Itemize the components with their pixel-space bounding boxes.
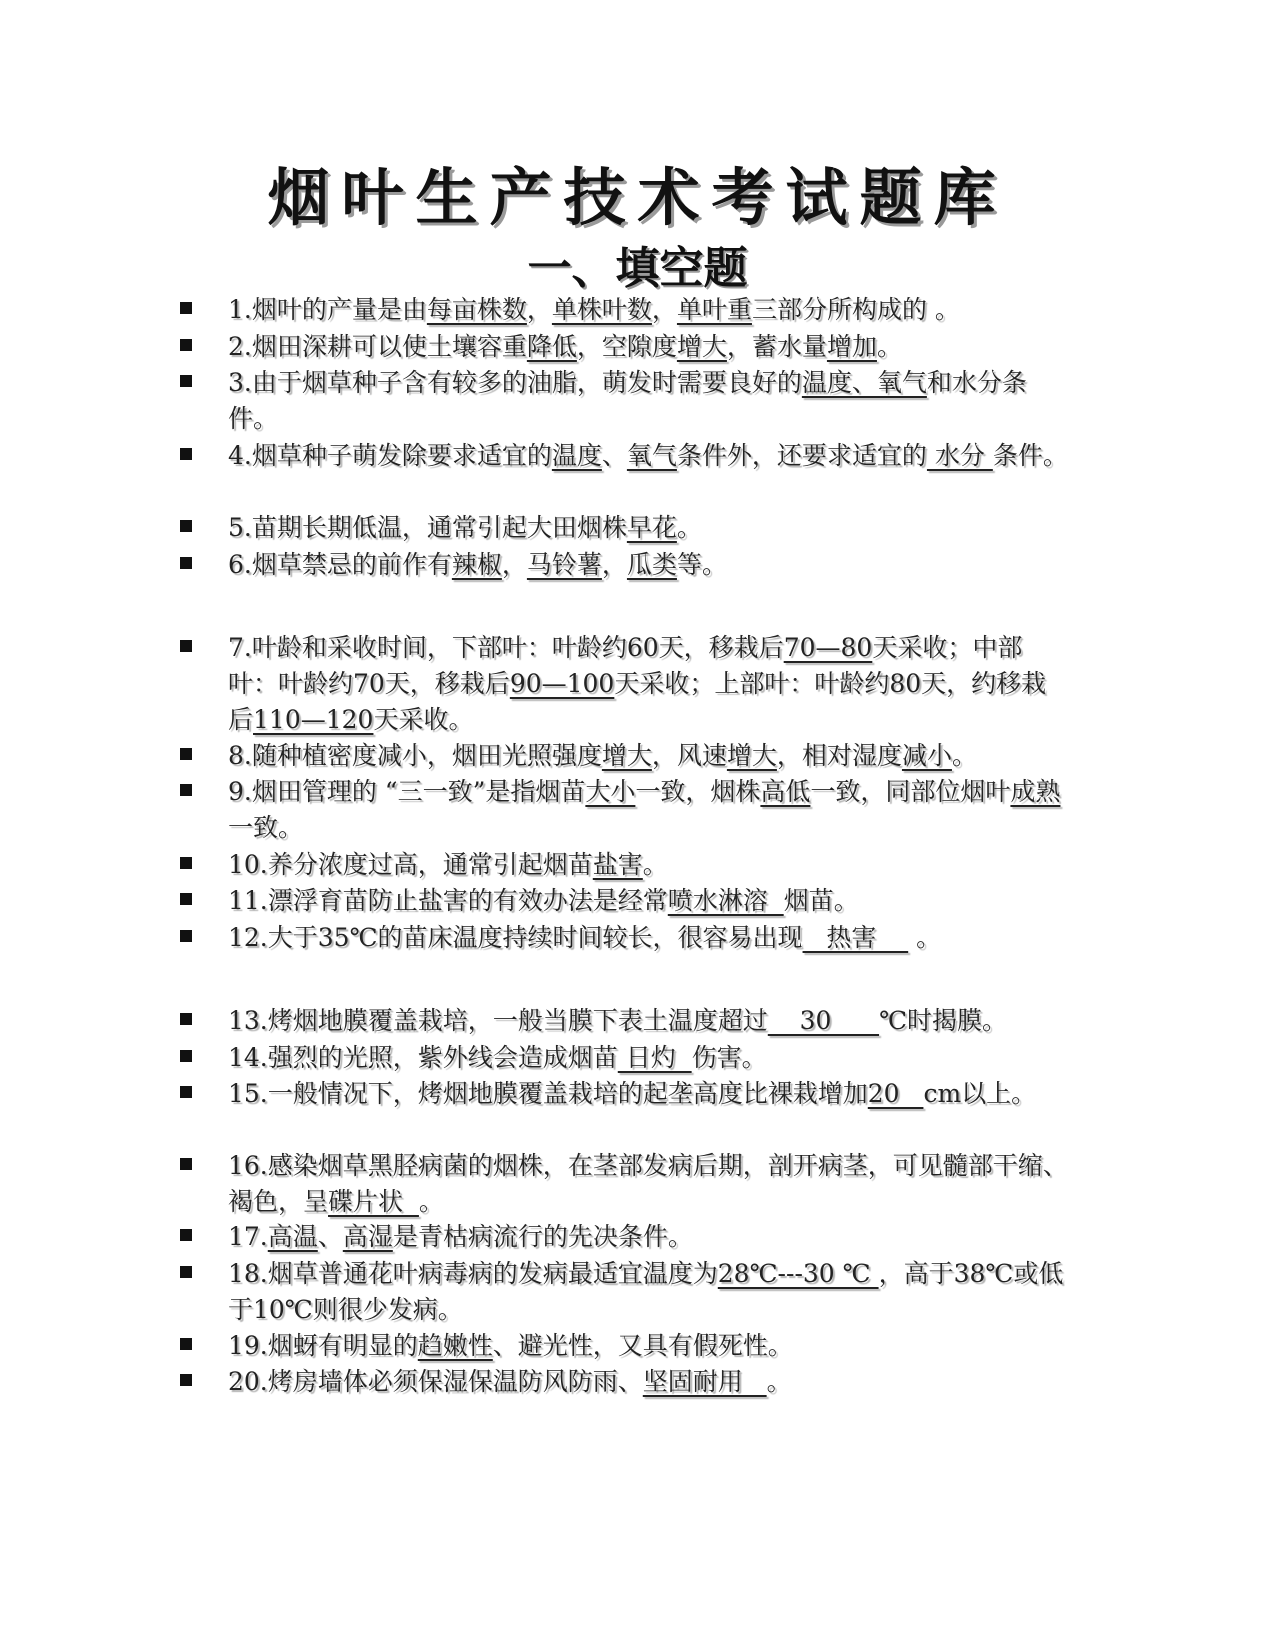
bullet-icon (180, 784, 192, 796)
bullet-icon (180, 748, 192, 760)
answer-blank: 盐害 (592, 850, 643, 879)
question-number: 14. (228, 1043, 268, 1072)
question-number: 6. (228, 550, 252, 579)
question-fragment: 天采收。 (373, 705, 474, 734)
bullet-icon (180, 1266, 192, 1278)
question-number: 10. (228, 850, 268, 879)
question-number: 11. (228, 886, 268, 915)
answer-blank: 减小 (901, 741, 952, 770)
answer-blank: 大小 (585, 777, 636, 806)
answer-blank: 辣椒 (451, 550, 502, 579)
question-text (228, 329, 1068, 365)
question-fragment: 。 (908, 923, 942, 952)
bullet-icon (180, 448, 192, 460)
question-fragment: 条件外，还要求适宜的 (676, 441, 927, 470)
question-text (228, 1219, 1068, 1255)
question-fragment: 随种植密度减小，烟田光照强度 (251, 741, 602, 770)
question-number: 16. (228, 1151, 268, 1180)
question-number: 20. (228, 1367, 268, 1396)
question-fragment: ， (651, 295, 677, 324)
question-text (228, 883, 1068, 919)
question-text (228, 1328, 1068, 1364)
question-fragment: 天采收；上部叶：叶龄约80天，约移栽后 (228, 669, 1047, 734)
question-fragment: 一致，烟株 (635, 777, 761, 806)
question-fragment: 感染烟草黑胫病菌的烟株，在茎部发病后期，剖开病茎，可见髓部干缩、褐色，呈 (228, 1151, 1068, 1216)
question-fragment: 叶龄和采收时间，下部叶：叶龄约60天，移栽后 (251, 633, 784, 662)
question-text (228, 1256, 1068, 1328)
bullet-icon (180, 302, 192, 314)
question-number: 8. (228, 741, 252, 770)
answer-blank: 成熟 (1010, 777, 1061, 806)
question-fragment: ， (501, 550, 527, 579)
question-text (228, 630, 1068, 738)
question-text (228, 438, 1068, 474)
answer-blank: 高低 (760, 777, 811, 806)
question-fragment: ，高于38℃或低于10℃则很少发病。 (228, 1259, 1064, 1324)
answer-blank: 氧气 (626, 441, 677, 470)
question-fragment: ，空隙度 (576, 332, 677, 361)
question-number: 4. (228, 441, 252, 470)
bullet-icon (180, 1013, 192, 1025)
bullet-icon (180, 375, 192, 387)
answer-blank: 增大 (601, 741, 652, 770)
question-fragment: 烤房墙体必须保湿保温防风防雨、 (267, 1367, 643, 1396)
bullet-icon (180, 930, 192, 942)
answer-blank: 增大 (676, 332, 727, 361)
question-fragment: 、避光性，又具有假死性。 (492, 1331, 793, 1360)
answer-blank: 90—100 (509, 669, 615, 698)
question-text (228, 365, 1068, 437)
bullet-icon (180, 1050, 192, 1062)
question-text (228, 920, 1068, 956)
question-fragment: 由于烟草种子含有较多的油脂，萌发时需要良好的 (251, 368, 802, 397)
question-fragment: ，蓄水量 (726, 332, 827, 361)
question-fragment: 。 (876, 332, 902, 361)
question-fragment: 烟蚜有明显的 (267, 1331, 418, 1360)
question-fragment: ， (601, 550, 627, 579)
question-number: 7. (228, 633, 252, 662)
answer-blank: 趋嫩性 (417, 1331, 493, 1360)
question-fragment: 漂浮育苗防止盐害的有效办法是经常 (267, 886, 668, 915)
question-fragment: 。 (951, 741, 977, 770)
bullet-icon (180, 893, 192, 905)
question-fragment: 烟草种子萌发除要求适宜的 (251, 441, 552, 470)
question-text (228, 847, 1068, 883)
answer-blank: 降低 (526, 332, 577, 361)
question-fragment: 苗期长期低温，通常引起大田烟株 (251, 513, 627, 542)
question-fragment: 伤害。 (691, 1043, 767, 1072)
answer-blank: 碟片状 (328, 1187, 419, 1216)
question-number: 13. (228, 1006, 268, 1035)
answer-blank: 瓜类 (626, 550, 677, 579)
bullet-icon (180, 1338, 192, 1350)
question-fragment: 烟叶的产量是由 (251, 295, 427, 324)
question-number: 17. (228, 1222, 268, 1251)
question-fragment: ， (526, 295, 552, 324)
question-text (228, 292, 1068, 328)
answer-blank: 热害 (802, 923, 909, 952)
bullet-icon (180, 1229, 192, 1241)
answer-blank: 早花 (626, 513, 677, 542)
answer-blank: 单株叶数 (551, 295, 652, 324)
answer-blank: 马铃薯 (526, 550, 602, 579)
question-fragment: ℃时揭膜。 (879, 1006, 1008, 1035)
question-text (228, 1364, 1068, 1400)
section-title: 一、填空题 (527, 243, 748, 294)
question-fragment: ，风速 (651, 741, 727, 770)
answer-blank: 日灼 (617, 1043, 692, 1072)
question-fragment: 条件。 (992, 441, 1068, 470)
question-fragment: 烟田管理的 “三一致”是指烟苗 (251, 777, 586, 806)
bullet-icon (180, 339, 192, 351)
question-fragment: 天采收；中部叶：叶龄约70天，移栽后 (228, 633, 1023, 698)
question-fragment: 等。 (676, 550, 727, 579)
question-fragment: 烟田深耕可以使土壤容重 (251, 332, 527, 361)
answer-blank: 单叶重 (676, 295, 752, 324)
question-fragment: 。 (676, 513, 702, 542)
document-title: 烟叶生产技术考试题库 (267, 161, 1008, 234)
answer-blank: 28℃---30 ℃ (717, 1259, 879, 1288)
question-number: 12. (228, 923, 268, 952)
question-fragment: 一般情况下，烤烟地膜覆盖栽培的起垄高度比裸栽增加 (267, 1079, 868, 1108)
answer-blank: 20 (867, 1079, 924, 1108)
answer-blank: 每亩株数 (426, 295, 527, 324)
question-number: 3. (228, 368, 252, 397)
question-fragment: 。 (766, 1367, 792, 1396)
question-fragment: 是青枯病流行的先决条件。 (392, 1222, 693, 1251)
question-fragment: 一致。 (228, 813, 304, 842)
bullet-icon (180, 857, 192, 869)
bullet-icon (180, 557, 192, 569)
answer-blank: 110—120 (253, 705, 374, 734)
question-fragment: 三部分所构成的 。 (751, 295, 960, 324)
question-fragment: 。 (418, 1187, 444, 1216)
question-text (228, 547, 1068, 583)
answer-blank: 增加 (826, 332, 877, 361)
question-number: 15. (228, 1079, 268, 1108)
answer-blank: 坚固耐用 (642, 1367, 767, 1396)
answer-blank: 70—80 (783, 633, 873, 662)
answer-blank: 增大 (726, 741, 777, 770)
question-fragment: 大于35℃的苗床温度持续时间较长，很容易出现 (267, 923, 803, 952)
question-fragment: cm以上。 (923, 1079, 1037, 1108)
question-fragment: 烟草禁忌的前作有 (251, 550, 452, 579)
question-text (228, 1076, 1068, 1112)
question-text (228, 1148, 1068, 1220)
answer-blank: 温度 (551, 441, 602, 470)
question-fragment: 烟苗。 (783, 886, 859, 915)
question-number: 19. (228, 1331, 268, 1360)
bullet-icon (180, 640, 192, 652)
bullet-icon (180, 520, 192, 532)
answer-blank: 高湿 (342, 1222, 393, 1251)
question-fragment: 、 (317, 1222, 343, 1251)
question-number: 18. (228, 1259, 268, 1288)
question-fragment: 烤烟地膜覆盖栽培，一般当膜下表土温度超过 (267, 1006, 768, 1035)
answer-blank: 30 (767, 1006, 880, 1035)
answer-blank: 喷水淋溶 (667, 886, 784, 915)
question-number: 5. (228, 513, 252, 542)
answer-blank: 水分 (926, 441, 993, 470)
question-text (228, 774, 1068, 846)
question-fragment: 一致，同部位烟叶 (810, 777, 1011, 806)
question-text (228, 510, 1068, 546)
question-number: 1. (228, 295, 252, 324)
question-fragment: 强烈的光照，紫外线会造成烟苗 (267, 1043, 618, 1072)
bullet-icon (180, 1374, 192, 1386)
bullet-icon (180, 1086, 192, 1098)
question-text (228, 1040, 1068, 1076)
question-number: 9. (228, 777, 252, 806)
question-fragment: 烟草普通花叶病毒病的发病最适宜温度为 (267, 1259, 718, 1288)
answer-blank: 温度、氧气 (801, 368, 927, 397)
question-fragment: 。 (642, 850, 668, 879)
bullet-icon (180, 1158, 192, 1170)
question-fragment: 和水分条件。 (228, 368, 1027, 433)
question-text (228, 1003, 1068, 1039)
question-fragment: ，相对湿度 (776, 741, 902, 770)
question-text (228, 738, 1068, 774)
question-fragment: 、 (601, 441, 627, 470)
answer-blank: 高温 (267, 1222, 318, 1251)
question-number: 2. (228, 332, 252, 361)
question-fragment: 养分浓度过高，通常引起烟苗 (267, 850, 593, 879)
